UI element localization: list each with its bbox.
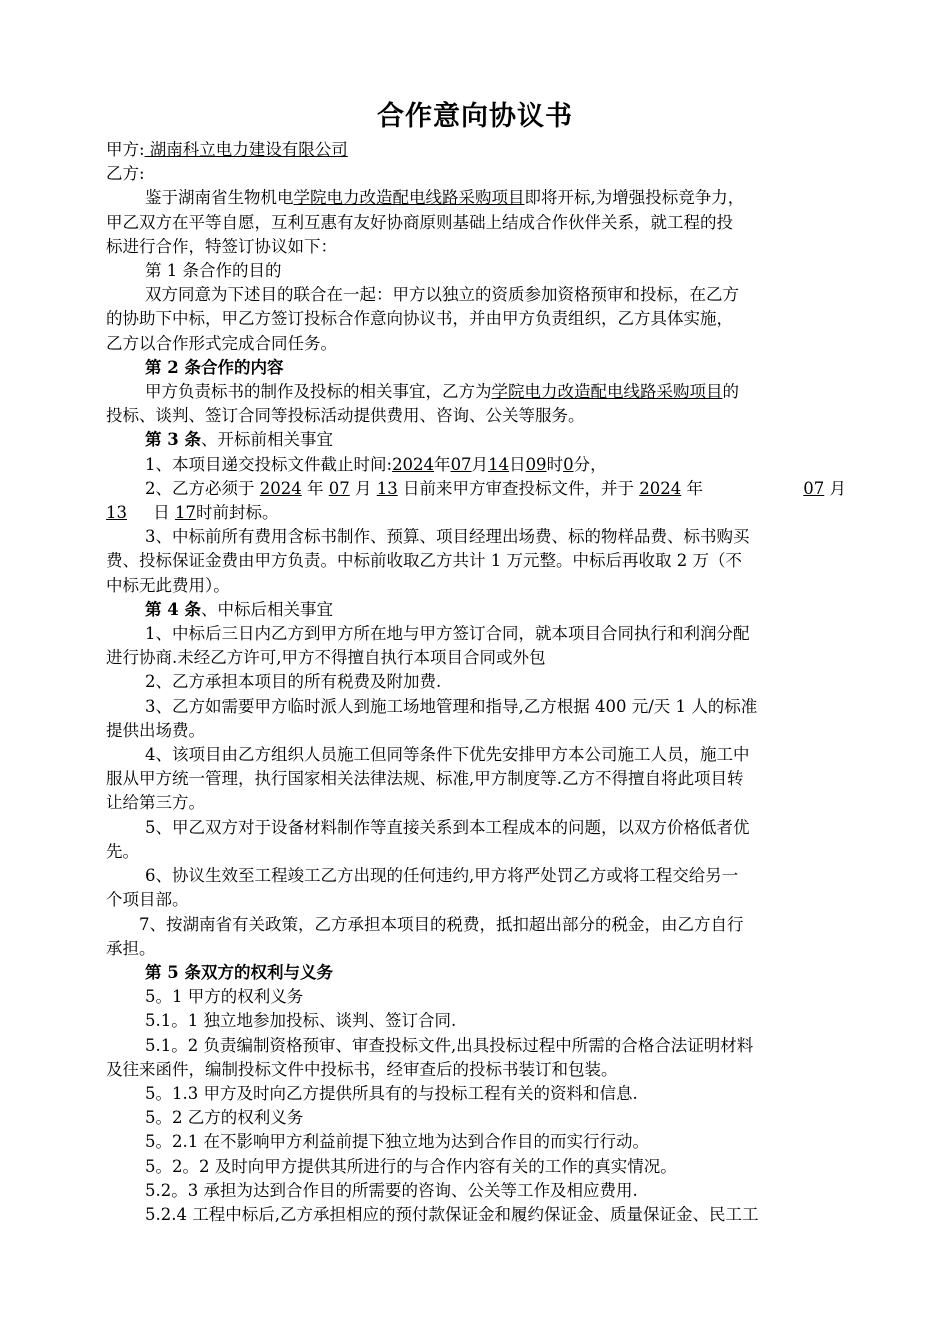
deadline-day: 14: [488, 454, 510, 474]
seal-year: 2024: [639, 478, 682, 498]
item-text: 年: [686, 478, 703, 498]
document-title: 合作意向协议书: [377, 101, 573, 132]
article-4-item-5-line-2: 先。: [106, 841, 139, 861]
item-text: 日前来甲方审查投标文件，并于: [403, 478, 634, 498]
section-5-1-2-line-2: 及往来函件，编制投标文件中投标书，经审查后的投标书装订和包装。: [106, 1059, 618, 1079]
article-2-heading: 第 2 条合作的内容: [145, 357, 284, 377]
article-3-item-3-line-3: 中标无此费用）。: [106, 575, 230, 595]
article-1-line-1: 双方同意为下述目的联合在一起：甲方以独立的资质参加资格预审和投标，在乙方: [145, 285, 739, 305]
review-month: 07: [328, 478, 350, 498]
article-3-item-3-line-1: 3、中标前所有费用含标书制作、预算、项目经理出场费、标的物样品费、标书购买: [145, 527, 750, 547]
article-4-heading: [106, 598, 846, 622]
article-heading-text: 、开标前相关事宜: [200, 430, 333, 450]
intro-line-3: 标进行合作，特签订协议如下：: [106, 236, 337, 256]
party-a-name: 湖南科立电力建设有限公司: [144, 140, 348, 159]
item-text: 月: [829, 478, 846, 498]
article-text: 甲方负责标书的制作及投标的相关事宜，乙方为: [145, 382, 492, 402]
seal-hour: 17: [174, 503, 196, 523]
article-text: 的: [722, 382, 739, 402]
article-3-item-2-line-2: [106, 501, 846, 525]
item-text: 1、本项目递交投标文件截止时间:: [145, 454, 393, 474]
document-body: [106, 138, 846, 1227]
item-text: 月: [355, 478, 372, 498]
review-year: 2024: [259, 478, 302, 498]
item-2-right: [803, 477, 846, 501]
project-name: 学院电力改造配电线路采购项目: [293, 188, 525, 208]
item-text: 时前封标。: [195, 503, 279, 523]
review-day: 13: [376, 478, 398, 498]
article-4-item-3-line-2: 提供出场费。: [106, 720, 205, 740]
article-4-item-4-line-3: 让给第三方。: [106, 793, 205, 813]
article-4-item-7-line-1: 7、按湖南省有关政策，乙方承担本项目的税费，抵扣超出部分的税金，由乙方自行: [139, 914, 744, 934]
party-a-label: 甲方:: [106, 140, 145, 159]
seal-month: 07: [803, 478, 825, 498]
article-4-item-4-line-2: 服从甲方统一管理，执行国家相关法律法规、标准,甲方制度等.乙方不得擅自将此项目转: [106, 769, 744, 789]
article-3-item-3-line-2: 费、投标保证金费由甲方负责。中标前收取乙方共计 1 万元整。中标后再收取 2 万（不: [106, 551, 742, 571]
article-number: 第 3 条: [145, 430, 201, 450]
article-3-heading: [106, 428, 846, 452]
article-4-item-2: 2、乙方承担本项目的所有税费及附加费.: [145, 672, 442, 692]
section-5-2: 5。2 乙方的权利义务: [145, 1108, 304, 1128]
item-2-left: [145, 477, 703, 501]
article-number: 第 4 条: [145, 599, 201, 619]
deadline-year: 2024: [392, 454, 435, 474]
article-4-item-6-line-2: 个项目部。: [106, 890, 189, 910]
deadline-month: 07: [450, 454, 472, 474]
item-text: 分，: [573, 454, 607, 474]
deadline-hour: 09: [525, 454, 547, 474]
article-4-item-1-line-1: 1、中标后三日内乙方到甲方所在地与甲方签订合同，就本项目合同执行和利润分配: [145, 624, 750, 644]
item-text: 月: [471, 454, 489, 474]
section-5-2-2: 5。2。2 及时向甲方提供其所进行的与合作内容有关的工作的真实情况。: [145, 1156, 677, 1176]
article-4-item-4-line-1: 4、该项目由乙方组织人员施工但同等条件下优先安排甲方本公司施工人员，施工中: [145, 745, 750, 765]
project-name: 学院电力改造配电线路采购项目: [491, 382, 723, 402]
section-5-1: 5。1 甲方的权利义务: [145, 987, 304, 1007]
seal-day: 13: [106, 503, 127, 523]
article-2-line-1: [106, 380, 846, 404]
article-1-line-2: 的协助下中标，甲乙方签订投标合作意向协议书，并由甲方负责组织，乙方具体实施，: [106, 309, 733, 329]
article-5-heading: 第 5 条双方的权利与义务: [145, 962, 333, 982]
intro-text: 即将开标,为增强投标竞争力，: [524, 188, 745, 208]
article-2-line-2: 投标、谈判、签订合同等投标活动提供费用、咨询、公关等服务。: [106, 406, 585, 426]
section-5-2-3: 5.2。3 承担为达到合作目的所需要的咨询、公关等工作及相应费用.: [145, 1180, 638, 1200]
deadline-minute: 0: [563, 454, 574, 474]
article-3-item-2-line-1: [106, 477, 846, 501]
intro-line-2: 甲乙双方在平等自愿，互利互惠有友好协商原则基础上结成合作伙伴关系，就工程的投: [106, 212, 733, 232]
intro-text: 鉴于湖南省生物机电: [145, 188, 294, 208]
item-text: 年: [434, 454, 451, 474]
article-1-heading: 第 1 条合作的目的: [145, 261, 282, 281]
article-1-line-3: 乙方以合作形式完成合同任务。: [106, 333, 337, 353]
item-text: 日: [153, 503, 170, 523]
article-4-item-3-line-1: 3、乙方如需要甲方临时派人到施工场地管理和指导,乙方根据 400 元/天 1 人的标准: [145, 696, 758, 716]
party-b-line: 乙方:: [106, 164, 145, 184]
section-5-1-2-line-1: 5.1。2 负责编制资格预审、审查投标文件,出具投标过程中所需的合格合法证明材料: [145, 1035, 754, 1055]
article-4-item-7-line-2: 承担。: [106, 938, 156, 958]
item-text: 日: [509, 454, 526, 474]
section-5-1-3: 5。1.3 甲方及时向乙方提供所具有的与投标工程有关的资料和信息.: [145, 1083, 638, 1103]
section-5-1-1: 5.1。1 独立地参加投标、谈判、签订合同.: [145, 1011, 457, 1031]
section-5-2-1: 5。2.1 在不影响甲方利益前提下独立地为达到合作目的而实行行动。: [145, 1132, 649, 1152]
article-4-item-1-line-2: 进行协商.未经乙方许可,甲方不得擅自执行本项目合同或外包: [106, 648, 546, 668]
section-5-2-4: 5.2.4 工程中标后,乙方承担相应的预付款保证金和履约保证金、质量保证金、民工工: [145, 1204, 759, 1224]
article-3-item-1: [106, 453, 846, 477]
intro-line-1: [106, 186, 846, 210]
article-4-item-5-line-1: 5、甲乙双方对于设备材料制作等直接关系到本工程成本的问题，以双方价格低者优: [145, 817, 750, 837]
item-text: 时: [546, 454, 564, 474]
article-heading-text: 、中标后相关事宜: [200, 599, 333, 619]
article-4-item-6-line-1: 6、协议生效至工程竣工乙方出现的任何违约,甲方将严处罚乙方或将工程交给另一: [145, 866, 739, 886]
party-a-line: [106, 138, 846, 162]
item-text: 2、乙方必须于: [145, 478, 255, 498]
item-text: 年: [307, 478, 324, 498]
